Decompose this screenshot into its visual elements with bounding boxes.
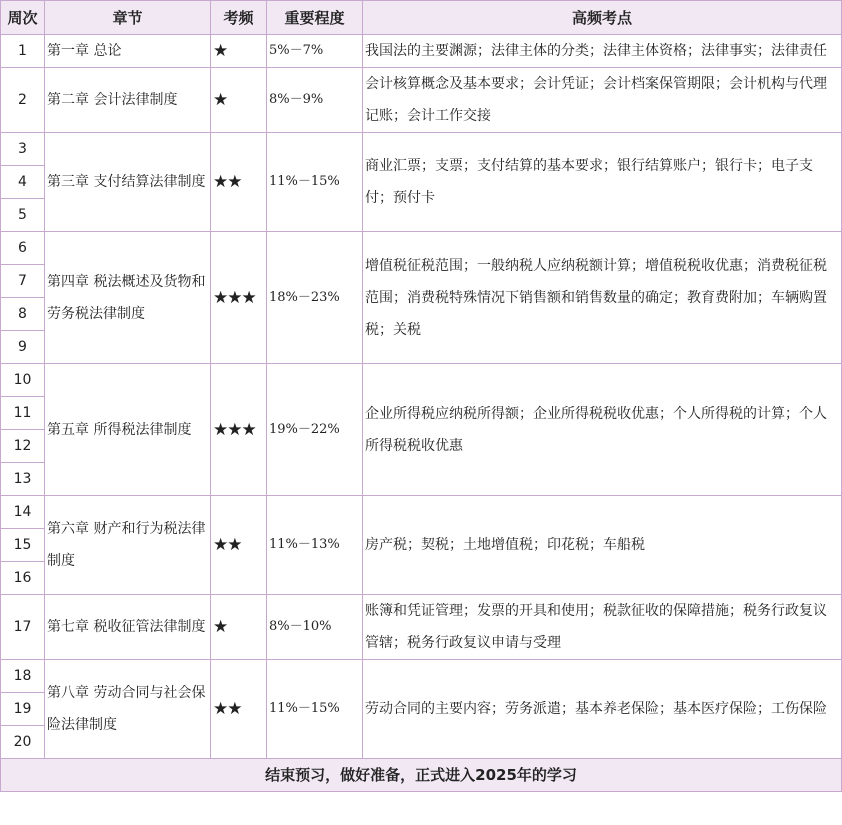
table-body: [1, 35, 842, 759]
header-week: 周次: [1, 1, 45, 35]
key-points-cell: 房产税；契税；土地增值税；印花税；车船税: [363, 496, 842, 595]
key-points-cell: 劳动合同的主要内容；劳务派遣；基本养老保险；基本医疗保险；工伤保险: [363, 660, 842, 759]
importance-cell: 18%－23%: [267, 232, 363, 364]
week-cell: 14: [1, 496, 45, 529]
chapter-cell: 第四章 税法概述及货物和劳务税法律制度: [45, 232, 211, 364]
header-importance: 重要程度: [267, 1, 363, 35]
importance-cell: 11%－13%: [267, 496, 363, 595]
footer-row: [1, 759, 842, 792]
frequency-stars: ★★: [211, 496, 267, 595]
week-cell: 6: [1, 232, 45, 265]
week-cell: 9: [1, 331, 45, 364]
table-row: [1, 595, 842, 660]
table-row: [1, 232, 842, 265]
importance-cell: 5%－7%: [267, 35, 363, 68]
chapter-cell: 第三章 支付结算法律制度: [45, 133, 211, 232]
week-cell: 19: [1, 693, 45, 726]
key-points-cell: 商业汇票；支票；支付结算的基本要求；银行结算账户；银行卡；电子支付；预付卡: [363, 133, 842, 232]
week-cell: 17: [1, 595, 45, 660]
table-row: [1, 496, 842, 529]
chapter-cell: 第一章 总论: [45, 35, 211, 68]
week-cell: 2: [1, 68, 45, 133]
table-row: [1, 133, 842, 166]
frequency-stars: ★★: [211, 133, 267, 232]
week-cell: 15: [1, 529, 45, 562]
key-points-cell: 账簿和凭证管理；发票的开具和使用；税款征收的保障措施；税务行政复议管辖；税务行政复议申请与受理: [363, 595, 842, 660]
week-cell: 20: [1, 726, 45, 759]
week-cell: 3: [1, 133, 45, 166]
key-points-cell: 我国法的主要渊源；法律主体的分类；法律主体资格；法律事实；法律责任: [363, 35, 842, 68]
chapter-cell: 第八章 劳动合同与社会保险法律制度: [45, 660, 211, 759]
importance-cell: 11%－15%: [267, 660, 363, 759]
importance-cell: 19%－22%: [267, 364, 363, 496]
week-cell: 16: [1, 562, 45, 595]
week-cell: 5: [1, 199, 45, 232]
header-key-points: 高频考点: [363, 1, 842, 35]
week-cell: 7: [1, 265, 45, 298]
header-chapter: 章节: [45, 1, 211, 35]
header-row: [1, 1, 842, 35]
key-points-cell: 企业所得税应纳税所得额；企业所得税税收优惠；个人所得税的计算；个人所得税税收优惠: [363, 364, 842, 496]
key-points-cell: 会计核算概念及基本要求；会计凭证；会计档案保管期限；会计机构与代理记账；会计工作交接: [363, 68, 842, 133]
header-frequency: 考频: [211, 1, 267, 35]
table-row: [1, 35, 842, 68]
chapter-cell: 第七章 税收征管法律制度: [45, 595, 211, 660]
table-row: [1, 68, 842, 133]
frequency-stars: ★: [211, 35, 267, 68]
table-row: [1, 660, 842, 693]
week-cell: 12: [1, 430, 45, 463]
week-cell: 13: [1, 463, 45, 496]
table-row: [1, 364, 842, 397]
chapter-cell: 第五章 所得税法律制度: [45, 364, 211, 496]
importance-cell: 8%－10%: [267, 595, 363, 660]
chapter-cell: 第二章 会计法律制度: [45, 68, 211, 133]
week-cell: 11: [1, 397, 45, 430]
key-points-cell: 增值税征税范围；一般纳税人应纳税额计算；增值税税收优惠；消费税征税范围；消费税特殊情况下销售额和销售数量的确定；教育费附加；车辆购置税；关税: [363, 232, 842, 364]
week-cell: 4: [1, 166, 45, 199]
frequency-stars: ★: [211, 595, 267, 660]
week-cell: 10: [1, 364, 45, 397]
footer-message: 结束预习，做好准备，正式进入2025年的学习: [1, 759, 842, 792]
frequency-stars: ★★: [211, 660, 267, 759]
week-cell: 8: [1, 298, 45, 331]
frequency-stars: ★★★: [211, 364, 267, 496]
frequency-stars: ★: [211, 68, 267, 133]
frequency-stars: ★★★: [211, 232, 267, 364]
week-cell: 18: [1, 660, 45, 693]
importance-cell: 8%－9%: [267, 68, 363, 133]
week-cell: 1: [1, 35, 45, 68]
chapter-cell: 第六章 财产和行为税法律制度: [45, 496, 211, 595]
importance-cell: 11%－15%: [267, 133, 363, 232]
